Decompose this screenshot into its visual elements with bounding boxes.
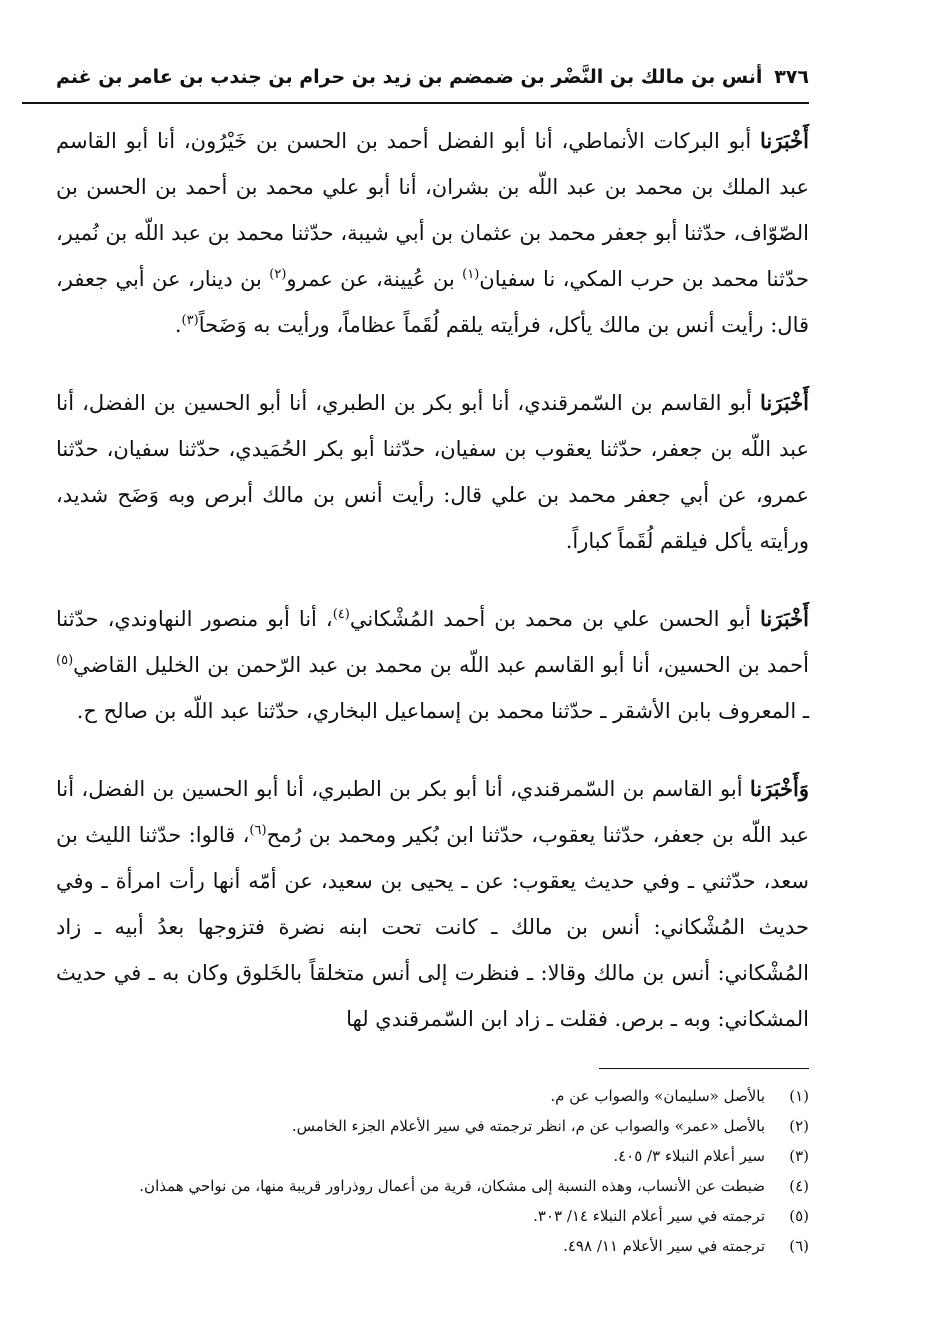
footnotes-divider bbox=[599, 1068, 809, 1069]
paragraph-text: . bbox=[174, 313, 182, 337]
footnotes bbox=[56, 1081, 809, 1261]
footnote-number: (٣) bbox=[789, 1147, 809, 1165]
footnote-text: ضبطت عن الأنساب، وهذه النسبة إلى مشكان، قرية من أعمال روذراور قريبة منها، من نواحي همذان. bbox=[139, 1177, 765, 1195]
paragraph-lead: أَخْبَرَنا bbox=[760, 606, 809, 631]
paragraph-text: ، قالوا: حدّثنا الليث بن سعد، حدّثني ـ وفي حديث يعقوب: عن ـ يحيى بن سعيد، عن أمّه أنها رأت امرأة ـ وفي حديث المُشْكاني: أنس بن مالك ـ كانت تحت ابنه نضرة فتزوجها بعدُ أبيه ـ زاد المُشْكاني: أنس بن مالك وقالا: ـ فنظرت إلى أنس متخلقاً بالخَلوق وكان به ـ في حديث المشكاني: وبه ـ برص. فقلت ـ زاد ابن السّمرقندي لها bbox=[56, 823, 809, 1031]
paragraph-text: أبو القاسم بن السّمرقندي، أنا أبو بكر بن الطبري، أنا أبو الحسين بن الفضل، أنا عبد اللّه بن جعفر، حدّثنا يعقوب بن سفيان، حدّثنا أبو بكر الحُمَيدي، حدّثنا سفيان، حدّثنا عمرو، عن أبي جعفر محمد بن علي قال: رأيت أنس بن مالك أبرص وبه وَضَح شديد، ورأيته يأكل فيلقم لُقَماً كباراً. bbox=[56, 391, 809, 553]
paragraph-lead: أَخْبَرَنا bbox=[760, 128, 809, 153]
footnote-ref[interactable]: (٢) bbox=[269, 267, 287, 282]
footnote-number: (١) bbox=[789, 1087, 809, 1105]
paragraph bbox=[56, 380, 809, 564]
footnote bbox=[56, 1141, 809, 1171]
paragraph-text: أبو البركات الأنماطي، أنا أبو الفضل أحمد بن الحسن بن خَيْرُون، أنا أبو القاسم عبد الملك بن محمد بن عبد اللّه بن بشران، أنا أبو علي محمد بن أحمد بن الحسن بن الصّوّاف، حدّثنا أبو جعفر محمد بن عثمان بن أبي شيبة، حدّثنا محمد بن عبد اللّه بن نُمير، حدّثنا محمد بن حرب المكي، نا سفيان bbox=[56, 129, 809, 291]
paragraph bbox=[56, 766, 809, 1042]
paragraph-lead: وَأَخْبَرَنا bbox=[749, 776, 809, 801]
paragraph-text: بن عُيينة، عن عمرو bbox=[286, 267, 463, 291]
paragraph-text: أبو القاسم بن السّمرقندي، أنا أبو بكر بن الطبري، أنا أبو الحسين بن الفضل، أنا عبد اللّه بن جعفر، حدّثنا يعقوب، حدّثنا ابن بُكير ومحمد بن رُمح bbox=[56, 777, 809, 847]
footnote-ref[interactable]: (٥) bbox=[56, 653, 74, 668]
main-text bbox=[56, 98, 809, 1042]
footnote-number: (٥) bbox=[789, 1207, 809, 1225]
paragraph-text: ـ المعروف بابن الأشقر ـ حدّثنا محمد بن إسماعيل البخاري، حدّثنا عبد اللّه بن صالح ح. bbox=[76, 699, 809, 723]
footnote bbox=[56, 1201, 809, 1231]
footnote-text: ترجمته في سير الأعلام ١١/ ٤٩٨. bbox=[563, 1237, 765, 1255]
page-number: ٣٧٦ bbox=[774, 66, 809, 88]
paragraph bbox=[56, 596, 809, 734]
footnote bbox=[56, 1231, 809, 1261]
footnote-text: ترجمته في سير أعلام النبلاء ١٤/ ٣٠٣. bbox=[533, 1207, 765, 1225]
page-header bbox=[56, 62, 809, 98]
footnote-number: (٤) bbox=[789, 1177, 809, 1195]
footnote-number: (٢) bbox=[789, 1117, 809, 1135]
footnote bbox=[56, 1171, 809, 1201]
footnote-number: (٦) bbox=[789, 1237, 809, 1255]
header-rule bbox=[22, 102, 809, 104]
footnote-ref[interactable]: (٣) bbox=[181, 313, 199, 328]
footnote bbox=[56, 1081, 809, 1111]
paragraph-lead: أَخْبَرَنا bbox=[760, 390, 809, 415]
paragraph bbox=[56, 118, 809, 348]
footnote-text: بالأصل «عمر» والصواب عن م، انظر ترجمته في سير الأعلام الجزء الخامس. bbox=[291, 1117, 765, 1135]
footnote-ref[interactable]: (٤) bbox=[332, 607, 350, 622]
footnote-text: بالأصل «سليمان» والصواب عن م. bbox=[550, 1087, 765, 1105]
paragraph-text: ، أنا أبو منصور النهاوندي، حدّثنا أحمد بن الحسين، أنا أبو القاسم عبد اللّه بن محمد بن عبد الرّحمن بن الخليل القاضي bbox=[56, 607, 809, 677]
running-title: أنس بن مالك بن النَّضْر بن ضمضم بن زيد بن حرام بن جندب بن عامر بن غنم bbox=[56, 66, 763, 88]
footnote-text: سير أعلام النبلاء ٣/ ٤٠٥. bbox=[613, 1147, 765, 1165]
footnote bbox=[56, 1111, 809, 1141]
footnote-ref[interactable]: (٦) bbox=[249, 823, 267, 838]
paragraph-text: أبو الحسن علي بن محمد بن أحمد المُشْكاني bbox=[349, 607, 761, 631]
footnote-ref[interactable]: (١) bbox=[462, 267, 480, 282]
paragraph-text: بن دينار، عن أبي جعفر، قال: رأيت أنس بن مالك يأكل، فرأيته يلقم لُقَماً عظاماً، ورأيت به وَضَحاً bbox=[56, 267, 809, 337]
